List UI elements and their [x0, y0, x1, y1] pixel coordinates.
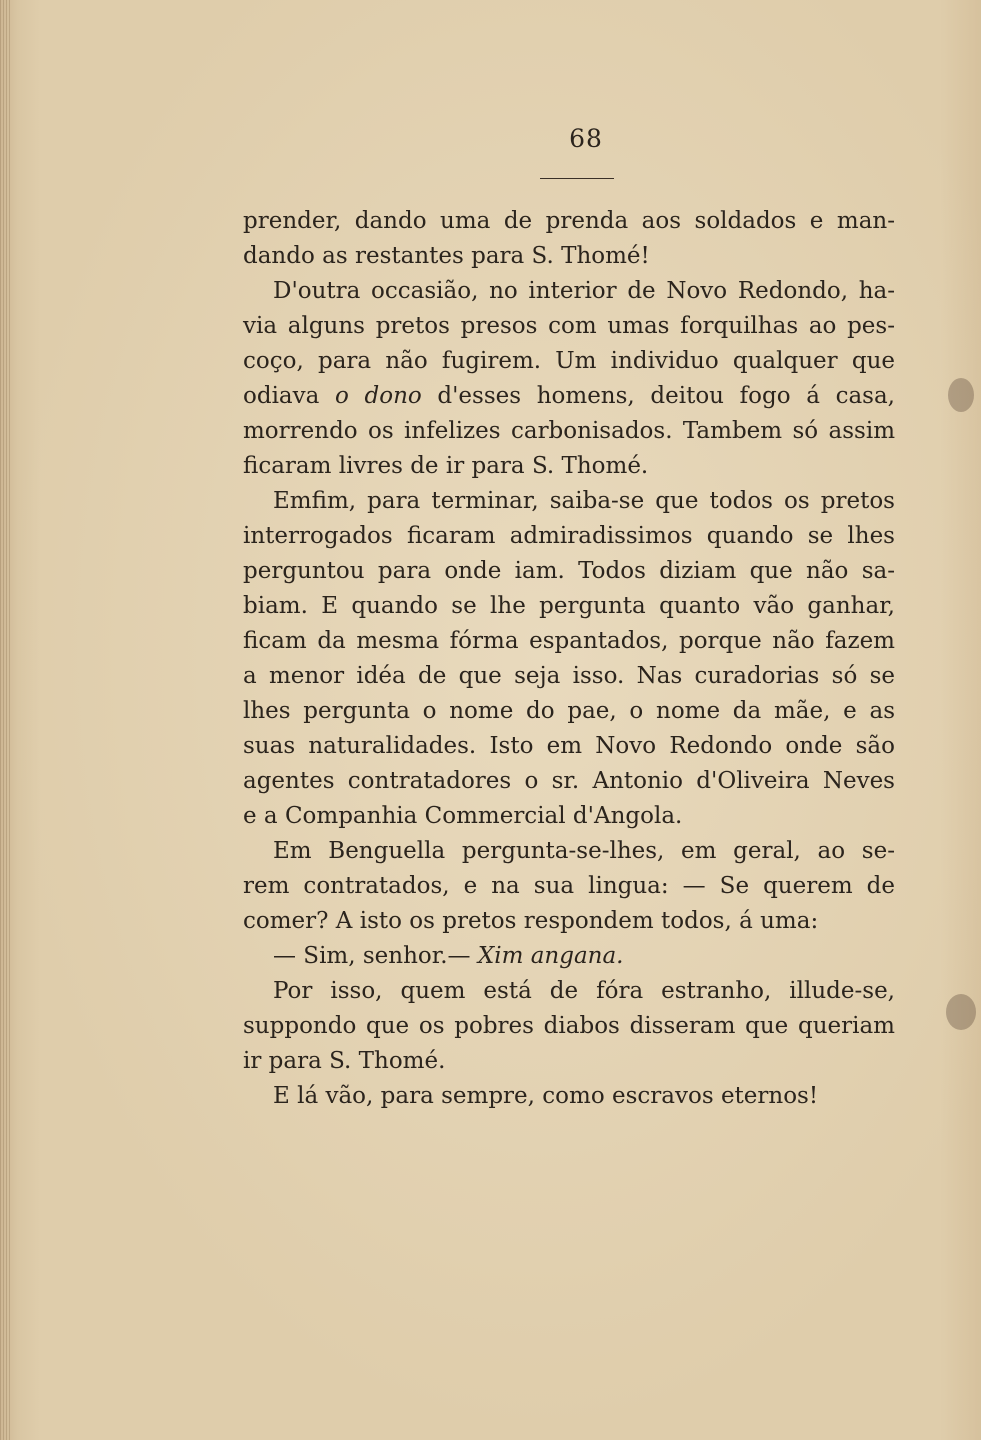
text-line: Emfim, para terminar, saiba-se que todos os pretos [273, 488, 895, 514]
text-line: rem contratados, e na sua lingua: — Se querem de [243, 873, 895, 899]
text-line: Em Benguella pergunta-se-lhes, em geral, ao se- [273, 838, 895, 864]
text-run: — Sim, senhor.— [273, 943, 478, 969]
text-line: Por isso, quem está de fóra estranho, illude-se, [273, 978, 895, 1004]
text-line: via alguns pretos presos com umas forquilhas ao pes- [243, 313, 895, 339]
page-binding-edge [0, 0, 10, 1440]
page-number: 68 [569, 124, 603, 153]
text-line [243, 379, 895, 414]
text-line: prender, dando uma de prenda aos soldados e man- [243, 208, 895, 234]
text-line: morrendo os infelizes carbonisados. Tambem só assim [243, 418, 895, 444]
body-text [243, 204, 895, 1114]
italic-run: o dono [335, 383, 422, 409]
text-line: lhes pergunta o nome do pae, o nome da mãe, e as [243, 698, 895, 724]
page-stain [948, 378, 974, 412]
italic-run: Xim angana. [477, 943, 624, 969]
text-line: e a Companhia Commercial d'Angola. [243, 803, 683, 829]
text-line: coço, para não fugirem. Um individuo qualquer que [243, 348, 895, 374]
text-line: interrogados ficaram admiradissimos quando se lhes [243, 523, 895, 549]
text-line: biam. E quando se lhe pergunta quanto vão ganhar, [243, 593, 895, 619]
text-line: ficam da mesma fórma espantados, porque não fazem [243, 628, 895, 654]
text-line [243, 939, 895, 974]
text-line: dando as restantes para S. Thomé! [243, 243, 650, 269]
text-run: d'esses homens, deitou fogo á casa, [421, 383, 895, 409]
text-line: agentes contratadores o sr. Antonio d'Oliveira Neves [243, 768, 895, 794]
text-line: suppondo que os pobres diabos disseram que queriam [243, 1013, 895, 1039]
text-line: comer? A isto os pretos respondem todos, á uma: [243, 908, 819, 934]
page-stain [946, 994, 976, 1030]
text-line: ir para S. Thomé. [243, 1048, 446, 1074]
text-line: suas naturalidades. Isto em Novo Redondo onde são [243, 733, 895, 759]
header-rule [540, 178, 614, 179]
text-line: ficaram livres de ir para S. Thomé. [243, 453, 649, 479]
text-line: E lá vão, para sempre, como escravos eternos! [273, 1083, 819, 1109]
text-line: perguntou para onde iam. Todos diziam que não sa- [243, 558, 895, 584]
text-line: D'outra occasião, no interior de Novo Redondo, ha- [273, 278, 895, 304]
text-run: odiava [243, 383, 335, 409]
text-line: a menor idéa de que seja isso. Nas curadorias só se [243, 663, 895, 689]
